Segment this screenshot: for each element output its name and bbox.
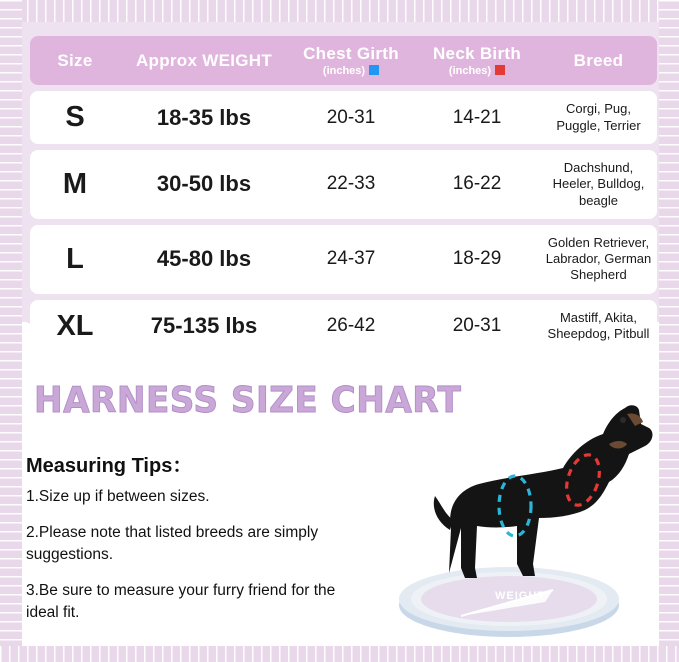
cell-weight: 18-35 lbs bbox=[120, 91, 288, 144]
cell-breed: Mastiff, Akita, Sheepdog, Pitbull bbox=[540, 300, 657, 353]
column-header-neck-girth-label: Neck Birth bbox=[432, 44, 522, 63]
ruler-left-ticks bbox=[0, 0, 22, 662]
dog-illustration bbox=[357, 358, 657, 648]
column-header-weight bbox=[120, 36, 288, 85]
ruler-top bbox=[0, 0, 679, 22]
column-header-size-label: Size bbox=[57, 50, 93, 70]
chest-color-swatch bbox=[369, 65, 379, 75]
column-header-size bbox=[30, 36, 120, 85]
table-row bbox=[30, 150, 657, 219]
lower-panel bbox=[22, 344, 659, 646]
cell-breed: Golden Retriever, Labrador, German Shepherd bbox=[540, 225, 657, 294]
ruler-top-ticks bbox=[0, 0, 679, 22]
cell-breed: Dachshund, Heeler, Bulldog, beagle bbox=[540, 150, 657, 219]
scale-weight-label: WEIGHT bbox=[495, 590, 545, 602]
cell-weight: 45-80 lbs bbox=[120, 225, 288, 294]
list-item: 2.Please note that listed breeds are simply suggestions. bbox=[26, 524, 319, 563]
cell-size: M bbox=[30, 150, 120, 219]
table-row bbox=[30, 225, 657, 294]
column-header-chest-girth-label: Chest Girth bbox=[303, 44, 399, 63]
size-table-body bbox=[30, 91, 657, 353]
ruler-left bbox=[0, 0, 22, 662]
table-header-row bbox=[30, 36, 657, 85]
measuring-tips-heading: Measuring Tips： bbox=[26, 455, 193, 477]
size-table-header bbox=[30, 36, 657, 85]
cell-chest: 24-37 bbox=[288, 225, 414, 294]
cell-neck: 18-29 bbox=[414, 225, 540, 294]
column-header-weight-label: Approx WEIGHT bbox=[135, 50, 273, 70]
cell-chest: 20-31 bbox=[288, 91, 414, 144]
column-header-chest-girth bbox=[288, 36, 414, 85]
table-row bbox=[30, 91, 657, 144]
chest-units-text: (inches) bbox=[322, 65, 366, 77]
cell-chest: 22-33 bbox=[288, 150, 414, 219]
cell-size: S bbox=[30, 91, 120, 144]
neck-units-text: (inches) bbox=[448, 65, 492, 77]
column-header-chest-girth-units bbox=[292, 65, 410, 77]
cell-weight: 30-50 lbs bbox=[120, 150, 288, 219]
cell-breed: Corgi, Pug, Puggle, Terrier bbox=[540, 91, 657, 144]
measuring-tips-list bbox=[26, 486, 356, 638]
ruler-right bbox=[659, 0, 679, 662]
column-header-breed bbox=[540, 36, 657, 85]
list-item: 1.Size up if between sizes. bbox=[26, 488, 210, 505]
cell-size: XL bbox=[30, 300, 120, 353]
cell-neck: 20-31 bbox=[414, 300, 540, 353]
neck-color-swatch bbox=[495, 65, 505, 75]
dog-illustration-svg bbox=[357, 358, 657, 648]
ruler-right-ticks bbox=[659, 0, 679, 662]
cell-neck: 14-21 bbox=[414, 91, 540, 144]
page-title: HARNESS SIZE CHART bbox=[34, 380, 462, 421]
column-header-neck-girth-units bbox=[418, 65, 536, 77]
ruler-bottom bbox=[0, 646, 679, 662]
size-table bbox=[30, 30, 657, 359]
column-header-breed-label: Breed bbox=[573, 50, 624, 70]
cell-chest: 26-42 bbox=[288, 300, 414, 353]
cell-neck: 16-22 bbox=[414, 150, 540, 219]
cell-size: L bbox=[30, 225, 120, 294]
ruler-bottom-ticks bbox=[0, 646, 679, 662]
cell-weight: 75-135 lbs bbox=[120, 300, 288, 353]
list-item: 3.Be sure to measure your furry friend for the ideal fit. bbox=[26, 582, 336, 621]
column-header-neck-girth bbox=[414, 36, 540, 85]
